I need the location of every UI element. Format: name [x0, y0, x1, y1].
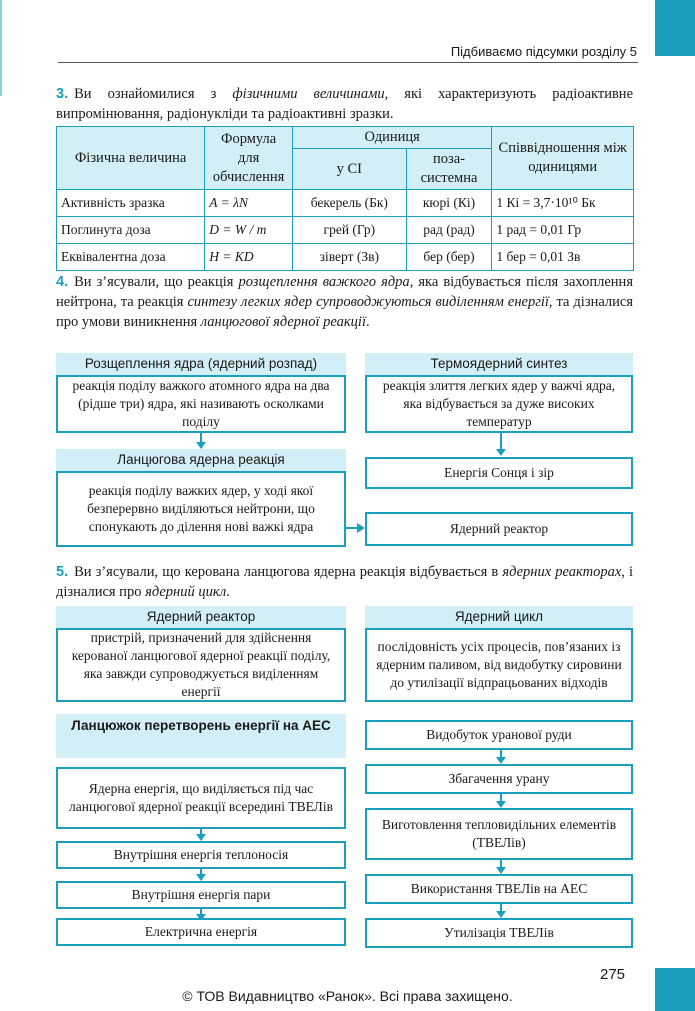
chain-reaction-title: Ланцюгова ядерна реакція [56, 449, 346, 471]
cycle-step-5: Утилізація ТВЕЛів [365, 918, 633, 948]
th-unit: Одиниця [292, 127, 491, 149]
arrow-right [344, 520, 368, 536]
copyright-footer: © ТОВ Видавництво «Ранок». Всі права захищено. [182, 988, 513, 1004]
question-number: 4. [56, 274, 69, 290]
cycle-step-3: Виготовлення тепловидільних елементів (ТВЕЛів) [365, 808, 633, 860]
energy-step-2: Внутрішня енергія теплоносія [56, 841, 346, 869]
energy-step-1: Ядерна енергія, що виділяється під час ланцюгової ядерної реакції всередині ТВЕЛів [56, 767, 346, 829]
arrow-down [500, 860, 502, 868]
arrow-down [500, 904, 502, 912]
table-row: Поглинута доза D = W / m грей (Гр) рад (рад) 1 рад = 0,01 Гр [57, 217, 634, 244]
header-rule [58, 62, 638, 63]
arrow-down [200, 869, 202, 875]
th-quantity: Фізична величина [57, 127, 205, 190]
table-row: Еквівалентна доза H = KD зіверт (Зв) бер (бер) 1 бер = 0,01 Зв [57, 244, 634, 271]
quantities-table [56, 126, 634, 271]
cycle-title: Ядерний цикл [365, 606, 633, 628]
arrow-down [500, 750, 502, 758]
question-4: 4. Ви з’ясували, що реакція розщеплення важкого ядра, яка відбувається після захоплення нейтрона, та реакція синтезу легких ядер супроводжуються виділенням енергії, та дізналися про умови виникнення ланцюгової ядерної реакції. [56, 274, 633, 330]
page-number: 275 [600, 966, 626, 983]
corner-tab-top [655, 0, 695, 56]
energy-step-3: Внутрішня енергія пари [56, 881, 346, 909]
running-header: Підбиваємо підсумки розділу 5 [450, 44, 637, 59]
margin-line [0, 0, 2, 96]
cycle-definition: послідовність усіх процесів, пов’язаних із ядерним паливом, від видобутку сировини до утилізації відпрацьованих відходів [365, 628, 633, 702]
reactor-title: Ядерний реактор [56, 606, 346, 628]
energy-step-4: Електрична енергія [56, 918, 346, 946]
arrow-down [500, 794, 502, 802]
table-row: Активність зразка A = λN бекерель (Бк) кюрі (Кі) 1 Кі = 3,7·10¹⁰ Бк [57, 190, 634, 217]
cycle-step-4: Використання ТВЕЛів на АЕС [365, 874, 633, 904]
fission-title: Розщеплення ядра (ядерний розпад) [56, 353, 346, 375]
chain-reaction-definition: реакція поділу важких ядер, у ході якої безперервно виділяються нейтрони, що спонукають до ділення нові важкі ядра [56, 471, 346, 547]
th-ratio: Співвідношення між одиницями [492, 127, 634, 190]
fusion-definition: реакція злиття легких ядер у важчі ядра, яка відбувається за дуже високих температур [365, 375, 633, 433]
question-5: 5. Ви з’ясували, що керована ланцюгова ядерна реакція відбувається в ядерних реакторах, і дізналися про ядерний цикл. [56, 564, 634, 600]
reactor-box: Ядерний реактор [365, 512, 633, 546]
th-nonsystem: поза-системна [406, 149, 492, 190]
arrow-down [200, 909, 202, 915]
sun-energy-box: Енергія Сонця і зір [365, 457, 633, 489]
question-number: 5. [56, 564, 69, 580]
question-3: 3. Ви ознайомилися з фізичними величинами, які характеризують радіоактивне випромінювання, радіонукліди та радіоактивні зразки. [56, 86, 634, 122]
cycle-step-2: Збагачення урану [365, 764, 633, 794]
fission-definition: реакція поділу важкого атомного ядра на два (рідше три) ядра, які називають осколками поділу [56, 375, 346, 433]
fusion-title: Термоядерний синтез [365, 353, 633, 375]
arrow-down [200, 829, 202, 835]
arrow-down [500, 433, 502, 450]
th-formula: Формула для обчислення [205, 127, 293, 190]
reactor-definition: пристрій, призначений для здійснення керованої ланцюгової ядерної реакції поділу, яка завжди супроводжується виділенням енергії [56, 628, 346, 702]
th-si: у СІ [292, 149, 406, 190]
arrow-down [200, 433, 202, 443]
energy-chain-title: Ланцюжок перетворень енергії на АЕС [56, 714, 346, 758]
question-number: 3. [56, 86, 69, 102]
cycle-step-1: Видобуток уранової руди [365, 720, 633, 750]
